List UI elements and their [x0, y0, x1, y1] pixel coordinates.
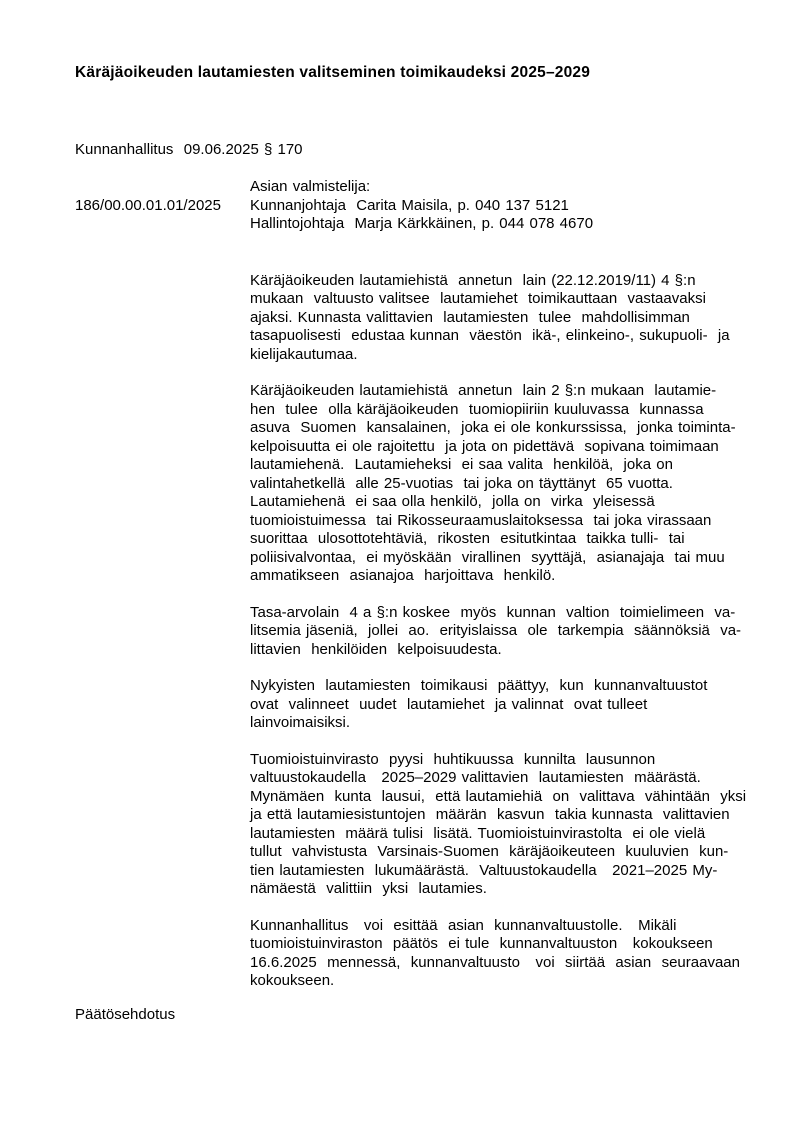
- text-line: valintahetkellä alle 25-vuotias tai joka on täyttänyt 65 vuotta.: [250, 474, 673, 492]
- text-line: ammatikseen asianajoa harjoittava henkilö.: [250, 567, 556, 584]
- paragraph: [250, 382, 750, 586]
- document-paragraphs: [250, 272, 750, 991]
- text-line: tuomioistuimessa tai Rikosseuraamuslaitoksessa tai joka virassaan: [250, 511, 712, 529]
- text-line: ja että lautamiesistuntojen määrän kasvun takia kunnasta valittavien: [250, 806, 730, 823]
- text-line: Käräjäoikeuden lautamiehistä annetun lain 2 §:n mukaan lautamie-: [250, 382, 717, 399]
- text-line: poliisivalvontaa, ei myöskään virallinen syyttäjä, asianajaja tai muu: [250, 548, 725, 566]
- text-line: hen tulee olla käräjäoikeuden tuomiopiiriin kuuluvassa kunnassa: [250, 400, 704, 418]
- text-line: Nykyisten lautamiesten toimikausi päättyy, kun kunnanvaltuustot: [250, 677, 708, 694]
- text-line: Mynämäen kunta lausui, että lautamiehiä on valittava vähintään yksi: [250, 787, 747, 805]
- text-line: Kunnanjohtaja Carita Maisila, p. 040 137 5121: [250, 196, 569, 214]
- document-body: [250, 178, 750, 1009]
- paragraph: [250, 272, 750, 365]
- text-line: lainvoimaisiksi.: [250, 714, 351, 731]
- meta-case-number: 186/00.00.01.01/2025: [75, 196, 221, 214]
- text-line: Tuomioistuinvirasto pyysi huhtikuussa kunnilta lausunnon: [250, 750, 656, 768]
- paragraph: [250, 751, 750, 899]
- text-line: tien lautamiesten lukumäärästä. Valtuustokaudella 2021–2025 My-: [250, 861, 718, 879]
- text-line: kokoukseen.: [250, 972, 335, 989]
- preparer-heading: Asian valmistelija:: [250, 178, 371, 195]
- text-line: Lautamiehenä ei saa olla henkilö, jolla on virka yleisessä: [250, 493, 655, 510]
- text-line: asuva Suomen kansalainen, joka ei ole konkurssissa, jonka toiminta-: [250, 419, 736, 436]
- text-line: Tasa-arvolain 4 a §:n koskee myös kunnan valtion toimielimeen va-: [250, 603, 736, 621]
- preparer-lines: [250, 197, 750, 234]
- decision-proposal-label: Päätösehdotus: [75, 1006, 176, 1023]
- preparer-block: [250, 178, 750, 234]
- text-line: kielijakautumaa.: [250, 345, 358, 363]
- text-line: nämäestä valittiin yksi lautamies.: [250, 880, 487, 897]
- text-line: Hallintojohtaja Marja Kärkkäinen, p. 044 078 4670: [250, 215, 594, 232]
- text-line: tuomioistuinviraston päätös ei tule kunnanvaltuuston kokoukseen: [250, 935, 713, 952]
- paragraph: [250, 917, 750, 991]
- text-line: tullut vahvistusta Varsinais-Suomen käräjäoikeuteen kuuluvien kun-: [250, 843, 729, 860]
- text-line: tasapuolisesti edustaa kunnan väestön ikä-, elinkeino-, sukupuoli- ja: [250, 327, 730, 344]
- text-line: kelpoisuutta ei ole rajoitettu ja jota on pidettävä sopivana toimimaan: [250, 437, 719, 455]
- document-title: Käräjäoikeuden lautamiesten valitseminen toimikaudeksi 2025–2029: [75, 64, 591, 81]
- text-line: 16.6.2025 mennessä, kunnanvaltuusto voi siirtää asian seuraavaan: [250, 953, 740, 971]
- text-line: littavien henkilöiden kelpoisuudesta.: [250, 640, 502, 658]
- paragraph: [250, 677, 750, 733]
- text-line: ovat valinneet uudet lautamiehet ja valinnat ovat tulleet: [250, 695, 648, 713]
- text-line: mukaan valtuusto valitsee lautamiehet toimikauttaan vastaavaksi: [250, 290, 706, 307]
- text-line: ajaksi. Kunnasta valittavien lautamiesten tulee mahdollisimman: [250, 308, 690, 326]
- text-line: Käräjäoikeuden lautamiehistä annetun lain (22.12.2019/11) 4 §:n: [250, 271, 696, 289]
- text-line: litsemia jäseniä, jollei ao. erityislaissa ole tarkempia säännöksiä va-: [250, 622, 742, 639]
- meta-committee-line: Kunnanhallitus 09.06.2025 § 170: [75, 141, 303, 158]
- text-line: lautamiehenä. Lautamieheksi ei saa valita henkilöä, joka on: [250, 456, 673, 473]
- paragraph: [250, 604, 750, 660]
- text-line: valtuustokaudella 2025–2029 valittavien lautamiesten määrästä.: [250, 769, 701, 786]
- text-line: Kunnanhallitus voi esittää asian kunnanvaltuustolle. Mikäli: [250, 916, 677, 934]
- text-line: suorittaa ulosottotehtäviä, rikosten esitutkintaa taikka tulli- tai: [250, 530, 685, 547]
- text-line: lautamiesten määrä tulisi lisätä. Tuomioistuinvirastolta ei ole vielä: [250, 824, 706, 842]
